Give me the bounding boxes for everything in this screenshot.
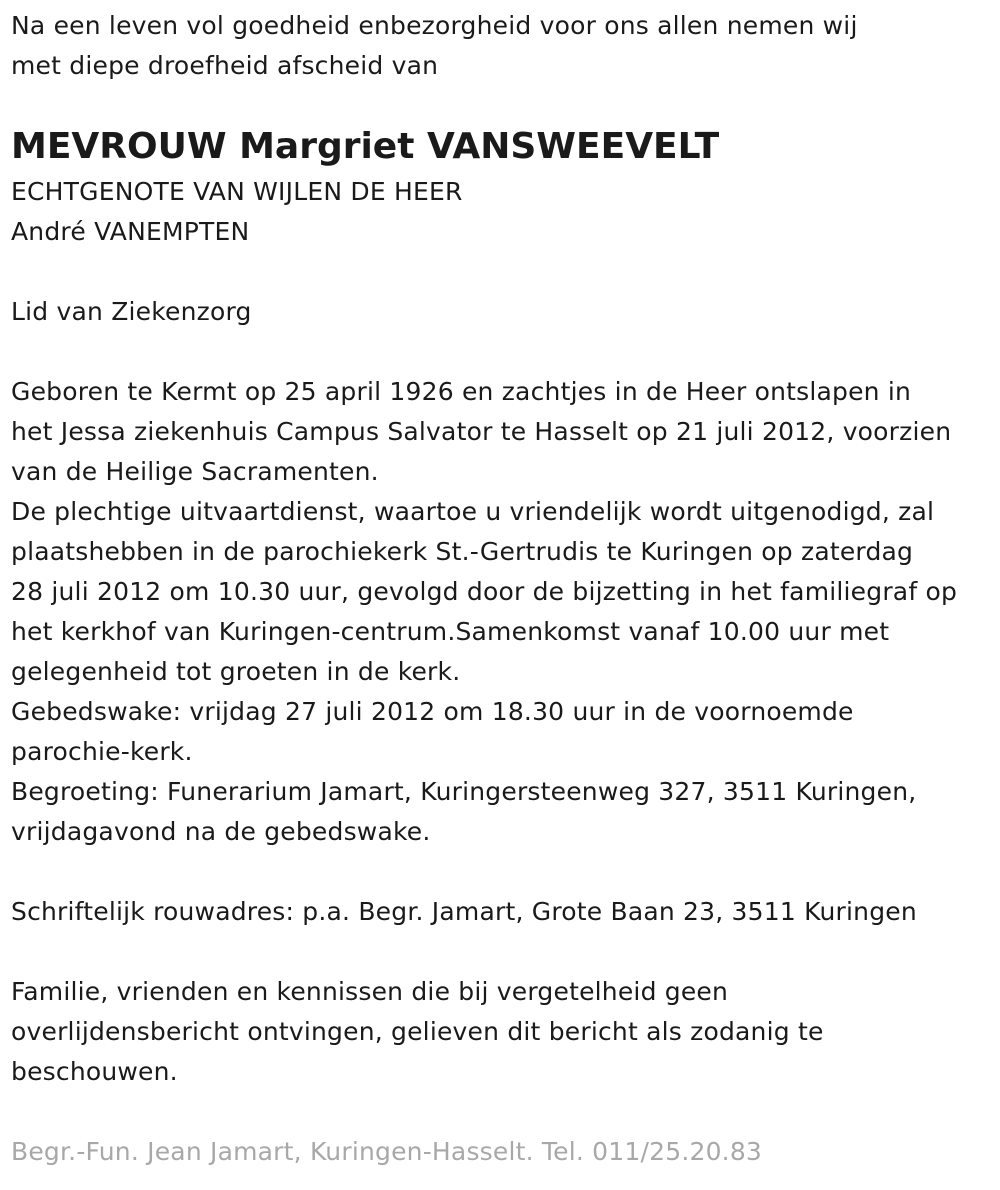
spacer	[11, 932, 996, 972]
funeral-home-footer: Begr.-Fun. Jean Jamart, Kuringen-Hasselt. Tel. 011/25.20.83	[11, 1137, 763, 1166]
spacer	[11, 252, 996, 292]
intro-text	[11, 6, 996, 86]
mourning-address: Schriftelijk rouwadres: p.a. Begr. Jamart, Grote Baan 23, 3511 Kuringen	[11, 897, 917, 926]
spacer	[11, 332, 996, 372]
intro-line: Na een leven vol goedheid enbezorgheid voor ons allen nemen wij	[11, 11, 858, 40]
details-line: gelegenheid tot groeten in de kerk.	[11, 657, 461, 686]
funeral-details	[11, 372, 996, 852]
details-line: vrijdagavond na de gebedswake.	[11, 817, 431, 846]
membership: Lid van Ziekenzorg	[11, 297, 252, 326]
spouse-info	[11, 172, 996, 252]
family-note-line: beschouwen.	[11, 1057, 178, 1086]
family-note-line: overlijdensbericht ontvingen, gelieven dit bericht als zodanig te	[11, 1017, 824, 1046]
details-line: De plechtige uitvaartdienst, waartoe u vriendelijk wordt uitgenodigd, zal	[11, 497, 935, 526]
deceased-name: MEVROUW Margriet VANSWEEVELT	[11, 126, 720, 167]
details-line: parochie-kerk.	[11, 737, 193, 766]
spouse-name: André VANEMPTEN	[11, 217, 250, 246]
details-line: 28 juli 2012 om 10.30 uur, gevolgd door de bijzetting in het familiegraf op	[11, 577, 958, 606]
details-line: Geboren te Kermt op 25 april 1926 en zachtjes in de Heer ontslapen in	[11, 377, 912, 406]
obituary-notice	[11, 6, 996, 1172]
family-note	[11, 972, 996, 1092]
intro-line: met diepe droefheid afscheid van	[11, 51, 439, 80]
family-note-line: Familie, vrienden en kennissen die bij vergetelheid geen	[11, 977, 729, 1006]
details-line: Begroeting: Funerarium Jamart, Kuringersteenweg 327, 3511 Kuringen,	[11, 777, 917, 806]
spouse-title: ECHTGENOTE VAN WIJLEN DE HEER	[11, 177, 463, 206]
details-line: het Jessa ziekenhuis Campus Salvator te Hasselt op 21 juli 2012, voorzien	[11, 417, 952, 446]
details-line: plaatshebben in de parochiekerk St.-Gertrudis te Kuringen op zaterdag	[11, 537, 914, 566]
details-line: Gebedswake: vrijdag 27 juli 2012 om 18.30 uur in de voornoemde	[11, 697, 854, 726]
details-line: het kerkhof van Kuringen-centrum.Samenkomst vanaf 10.00 uur met	[11, 617, 890, 646]
spacer	[11, 852, 996, 892]
spacer	[11, 1092, 996, 1132]
details-line: van de Heilige Sacramenten.	[11, 457, 379, 486]
